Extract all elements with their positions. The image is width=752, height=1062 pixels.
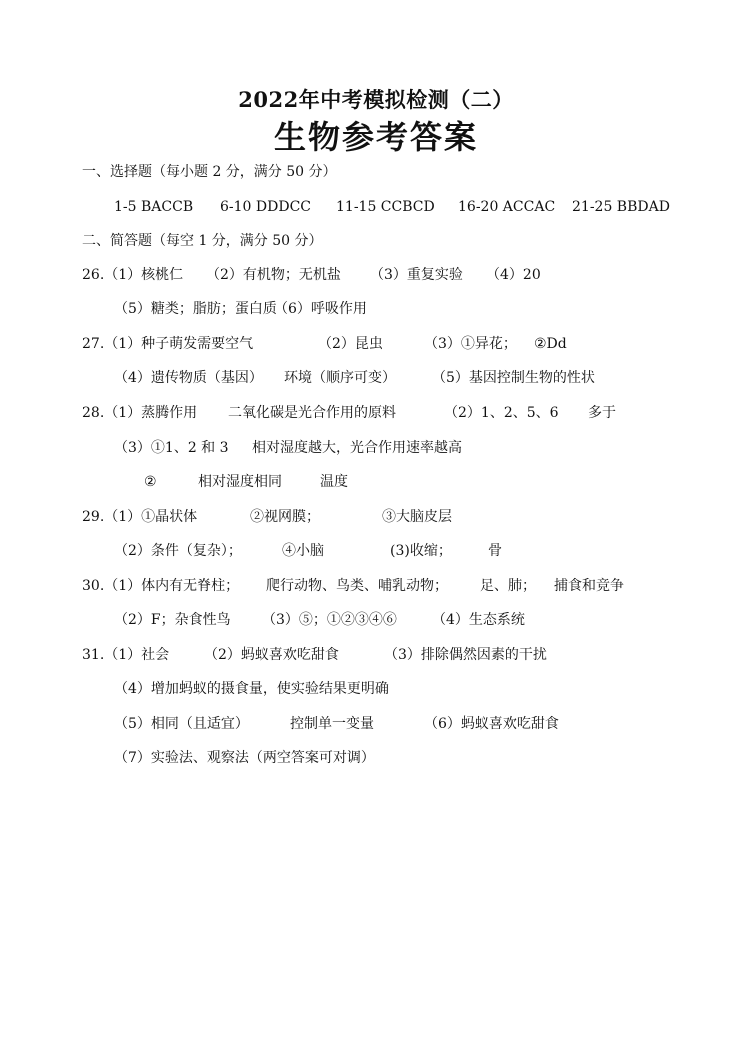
q31-answer: （3）排除偶然因素的干扰: [384, 647, 547, 663]
q30-answer: 30.（1）体内有无脊柱；: [82, 578, 240, 594]
q27-answer: （3）①异花；: [424, 336, 517, 352]
q28-answer: 多于: [588, 405, 616, 421]
q30-answer: 捕食和竞争: [554, 578, 624, 594]
q28-answer: 28.（1）蒸腾作用: [82, 405, 198, 421]
q29-answer: 骨: [488, 543, 502, 559]
q27-answer: （5）基因控制生物的性状: [432, 370, 595, 386]
section2-heading: 二、简答题（每空 1 分，满分 50 分）: [82, 233, 323, 249]
choice-answer-6-10: 6-10 DDDCC: [220, 199, 311, 215]
q26-answer: 26.（1）核桃仁: [82, 267, 184, 283]
q31-answer: （7）实验法、观察法（两空答案可对调）: [114, 750, 375, 766]
q29-answer: 29.（1）①晶状体: [82, 509, 198, 525]
choice-answer-16-20: 16-20 ACCAC: [458, 199, 556, 215]
q29-answer: ④小脑: [282, 543, 324, 559]
document-title: 生物参考答案: [273, 118, 478, 156]
q28-answer: （2）1、2、5、6: [444, 405, 559, 421]
q30-answer: （4）生态系统: [432, 612, 525, 628]
q29-answer: (3)收缩；: [390, 543, 452, 559]
q28-answer: （3）①1、2 和 3: [114, 440, 229, 456]
choice-answer-11-15: 11-15 CCBCD: [336, 199, 435, 215]
q27-answer: （2）昆虫: [318, 336, 383, 352]
q28-answer: 相对湿度相同: [198, 474, 282, 490]
q26-answer: （6）呼吸作用: [274, 301, 367, 317]
section1-heading: 一、选择题（每小题 2 分，满分 50 分）: [82, 164, 337, 180]
q26-answer: （3）重复实验: [370, 267, 463, 283]
q26-answer: （5）糖类；脂肪；蛋白质: [114, 301, 277, 317]
choice-answer-1-5: 1-5 BACCB: [114, 199, 194, 215]
q29-answer: ③大脑皮层: [382, 509, 452, 525]
q28-answer: 二氧化碳是光合作用的原料: [228, 405, 396, 421]
choice-answer-21-25: 21-25 BBDAD: [572, 199, 670, 215]
q31-answer: 31.（1）社会: [82, 647, 170, 663]
q31-answer: 控制单一变量: [290, 716, 374, 732]
q29-answer: （2）条件（复杂）；: [114, 543, 242, 559]
q26-answer: （2）有机物；无机盐: [206, 267, 341, 283]
q30-answer: 爬行动物、鸟类、哺乳动物；: [266, 578, 448, 594]
q31-answer: （6）蚂蚁喜欢吃甜食: [424, 716, 559, 732]
q27-answer: 环境（顺序可变）: [284, 370, 396, 386]
q27-answer: ②Dd: [534, 336, 567, 352]
q29-answer: ②视网膜；: [250, 509, 320, 525]
q28-answer: 相对湿度越大，光合作用速率越高: [252, 440, 462, 456]
q31-answer: （4）增加蚂蚁的摄食量，使实验结果更明确: [114, 681, 389, 697]
q31-answer: （2）蚂蚁喜欢吃甜食: [204, 647, 339, 663]
q27-answer: 27.（1）种子萌发需要空气: [82, 336, 254, 352]
exam-title: 2022年中考模拟检测（二）: [238, 87, 514, 112]
q30-answer: （2）F；杂食性鸟: [114, 612, 231, 628]
q30-answer: （3）⑤；①②③④⑥: [262, 612, 397, 628]
q28-answer: 温度: [320, 474, 348, 490]
q26-answer: （4）20: [486, 267, 541, 283]
q31-answer: （5）相同（且适宜）: [114, 716, 249, 732]
q27-answer: （4）遗传物质（基因）: [114, 370, 263, 386]
q30-answer: 足、肺；: [480, 578, 536, 594]
q28-answer: ②: [144, 474, 157, 490]
